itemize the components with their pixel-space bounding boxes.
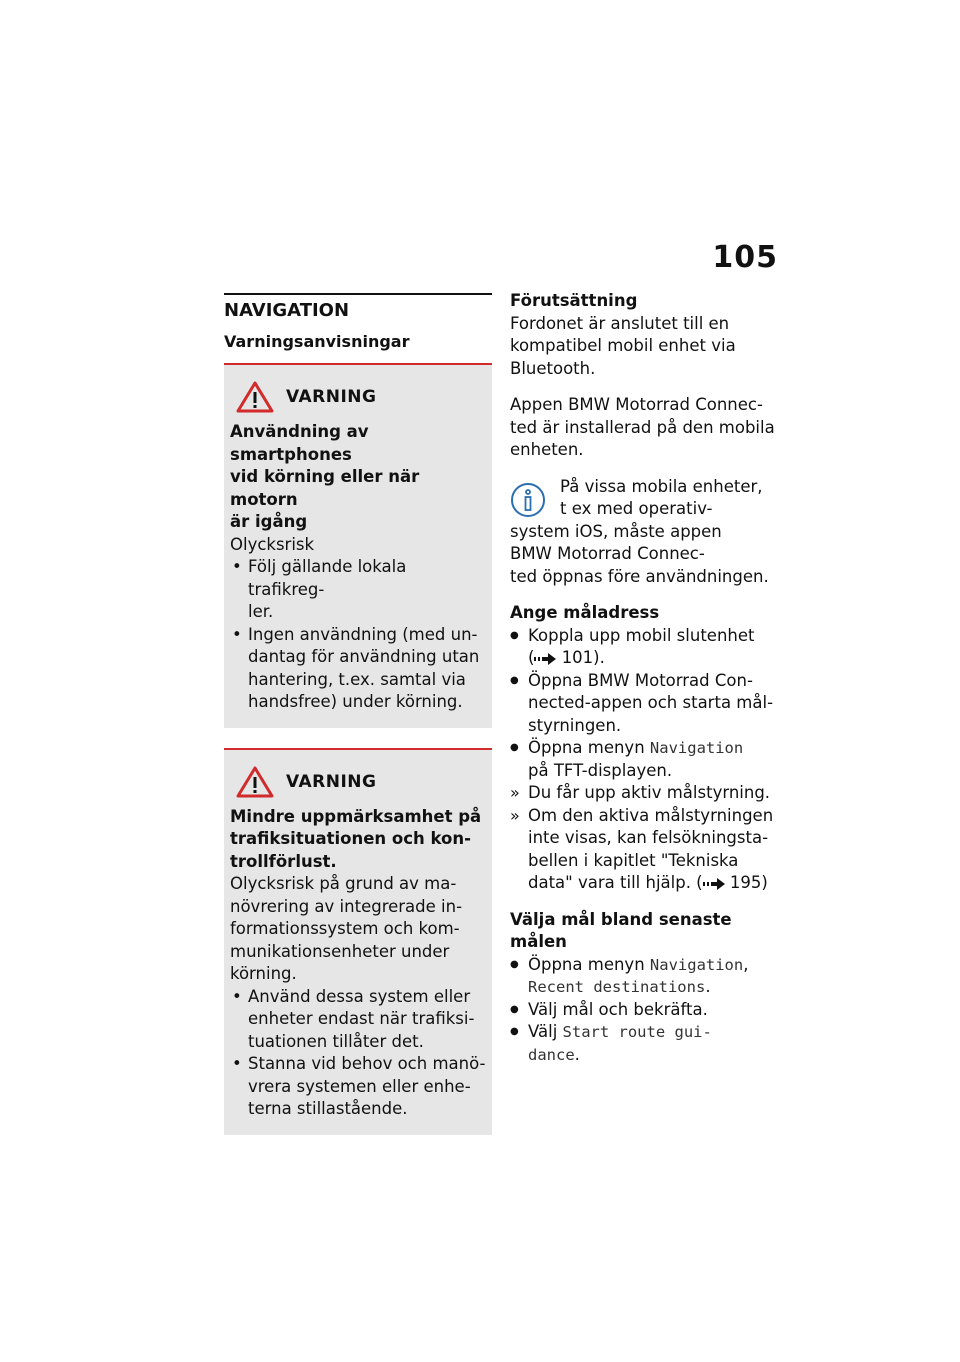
text-fragment: , [743,954,749,974]
list-item-line [528,976,782,999]
list-item [510,954,782,999]
list-item-line: • Använd dessa system eller [248,986,471,1006]
section-rule [224,293,492,295]
list-item-line: » Du får upp aktiv målstyrning. [528,783,771,802]
info-line: t ex med operativ- [560,499,713,518]
text-fragment: Öppna menyn [528,738,650,757]
list-item-line: dantag för användning utan [248,647,480,666]
list-item [510,999,782,1022]
text-line: Appen BMW Motorrad Connec- [510,395,763,414]
recent-destinations-title: Välja mål bland senaste målen [510,909,732,951]
menu-name: Start route gui- [562,1023,712,1041]
info-icon [510,482,546,518]
warning-triangle-icon [236,381,274,413]
right-column [510,290,782,1066]
list-item-line: • Följ gällande lokala trafikreg- [248,557,407,599]
list-item-line: inte visas, kan felsökningsta- [528,828,769,847]
menu-name: Navigation [649,739,744,757]
list-item [230,556,486,624]
warning-triangle-icon [236,766,274,798]
warning-box-1 [224,363,492,728]
risk-line: Olycksrisk på grund av ma- [230,874,457,893]
info-line: BMW Motorrad Connec- [510,544,705,563]
list-item [230,1053,486,1121]
risk-text: Olycksrisk [230,534,315,554]
menu-name: Recent destinations [528,978,706,996]
list-item-line: styrningen. [528,715,622,735]
page-ref-number: 101). [561,648,605,667]
text-fragment: data" vara till hjälp. ( [528,873,703,892]
risk-line: növrering av integrerade in- [230,896,463,916]
warning-bullets [230,556,486,714]
risk-line: munikationsenheter under [230,941,450,961]
list-item-line: • Stanna vid behov och manö- [248,1054,486,1073]
info-line: På vissa mobila enheter, [560,476,763,496]
page-number: 105 [712,240,778,275]
page-reference: ( 101). [528,648,605,667]
list-item-line: ● Välj mål och bekräfta. [528,999,708,1019]
list-item-line: tuationen tillåter det. [248,1031,424,1051]
text-line: Bluetooth. [510,358,596,378]
list-item-line: på TFT-displayen. [528,760,673,780]
warning-title-line: trafiksituationen och kon- [230,829,471,848]
warning-title [230,806,486,874]
list-item-line: vrera systemen eller enhe- [248,1076,471,1096]
list-item-line: ● Öppna BMW Motorrad Con- [528,670,753,690]
list-item-line: nected-appen och starta mål- [528,693,774,712]
list-item [510,670,782,738]
text-fragment: Välj [528,1022,563,1041]
prerequisite-title: Förutsättning [510,291,638,310]
page-ref-number: 195) [729,873,768,892]
app-installed-text [510,394,782,462]
text-fragment: Öppna menyn [528,954,650,974]
text-line: Fordonet är anslutet till en [510,313,730,333]
list-item-line [528,954,782,977]
warning-title-line: Användning av smartphones [230,422,369,464]
warning-label: VARNING [286,387,377,407]
list-item-line [528,1044,782,1067]
info-line: ted öppnas före användningen. [510,566,769,586]
warning-header [236,764,486,800]
result-item [510,805,782,895]
warning-title-line: vid körning eller när motorn [230,467,420,509]
list-item-line: terna stillastående. [248,1099,408,1118]
warning-label: VARNING [286,771,377,792]
list-item [510,1021,782,1066]
list-item-line: • Ingen användning (med un- [248,624,478,644]
warning-title [230,421,486,534]
menu-name: Navigation [649,955,744,974]
list-item-line: ler. [248,602,274,621]
list-item-line [528,872,782,895]
list-item [510,625,782,670]
list-item-line: ● Koppla upp mobil slutenhet [528,625,755,645]
list-item-line: enheter endast när trafiksi- [248,1009,475,1028]
text-fragment: . [574,1044,580,1064]
list-item-line: hantering, t.ex. samtal via [248,669,466,689]
list-item [230,986,486,1054]
info-note [510,476,782,589]
risk-text [230,873,486,986]
risk-line: formationssystem och kom- [230,919,460,938]
menu-name: dance [528,1045,575,1064]
text-line: kompatibel mobil enhet via [510,336,736,355]
list-item [230,624,486,714]
section-title: NAVIGATION [224,300,350,321]
list-item-line [528,737,782,760]
risk-line: körning. [230,964,297,983]
list-item [510,737,782,782]
warning-bullets [230,986,486,1121]
arrow-right-icon [703,878,725,890]
destination-title: Ange måladress [510,603,660,622]
warning-title-line: trollförlust. [230,851,337,871]
warning-title-line: Mindre uppmärksamhet på [230,806,482,826]
list-item-line: » Om den aktiva målstyrningen [528,805,774,825]
recent-steps [510,954,782,1067]
text-line: ted är installerad på den mobila [510,417,775,437]
result-item [510,782,782,805]
info-line: system iOS, måste appen [510,521,722,541]
text-fragment: . [705,977,711,996]
list-item-line [528,1021,782,1044]
list-item-line: bellen i kapitlet "Tekniska [528,850,739,870]
prerequisite-text [510,313,782,381]
list-item-line: handsfree) under körning. [248,692,463,711]
text-line: enheten. [510,440,584,459]
warning-header [236,379,486,415]
destination-steps [510,625,782,895]
warning-title-line: är igång [230,512,308,531]
arrow-right-icon [534,653,556,665]
warning-box-2 [224,748,492,1135]
left-column [224,293,492,1135]
subsection-title: Varningsanvisningar [224,332,410,351]
